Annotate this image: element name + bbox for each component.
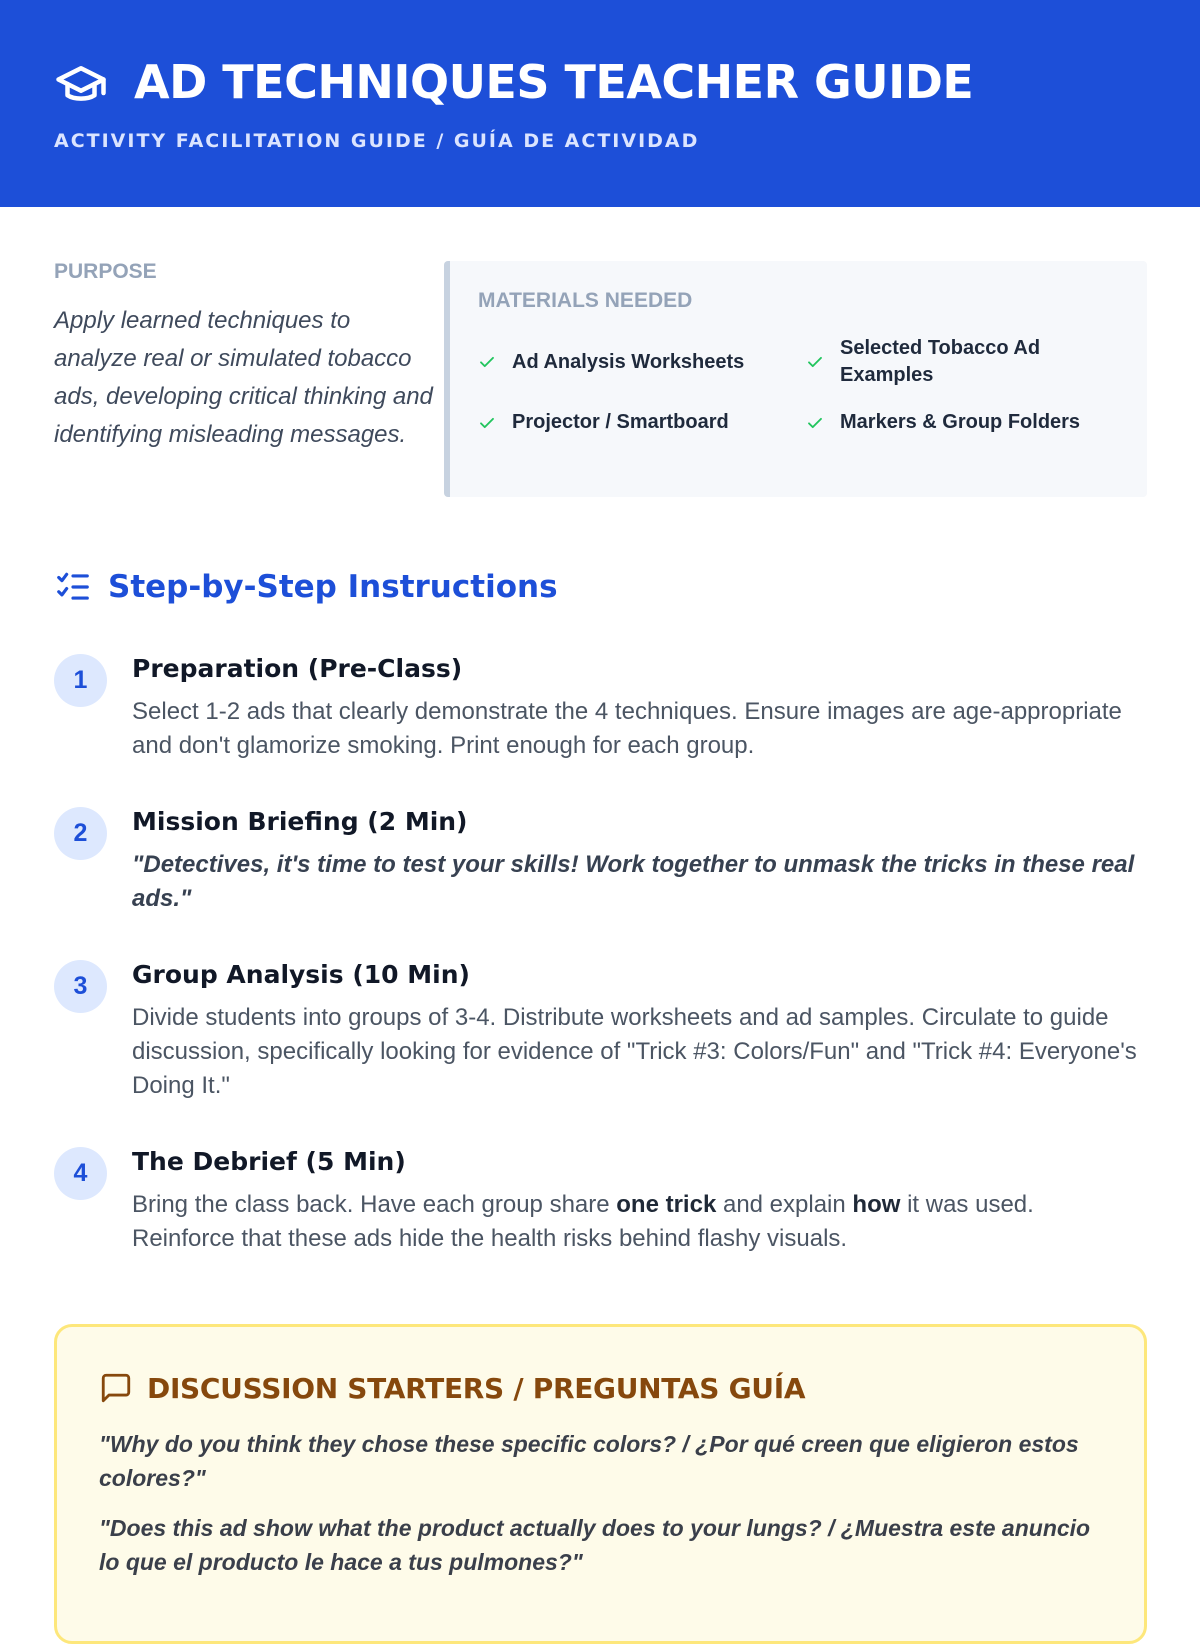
step-text: Divide students into groups of 3-4. Distribute worksheets and ad samples. Circulate to guide discussion, specifically looking for evidence of "Trick #3: Colors/Fun" and "Trick #4: Everyone's Doing It."	[132, 1004, 1137, 1099]
material-item	[806, 409, 1136, 436]
check-icon	[478, 353, 496, 371]
step-number-badge: 2	[54, 807, 107, 860]
materials-panel	[444, 261, 1147, 497]
step-item	[54, 805, 1146, 916]
graduation-cap-icon	[54, 57, 108, 111]
step-text: Select 1-2 ads that clearly demonstrate the 4 techniques. Ensure images are age-appropriate and don't glamorize smoking. Print enough for each group.	[132, 698, 1122, 759]
material-item	[806, 335, 1136, 389]
material-item	[478, 335, 806, 389]
material-item	[478, 409, 806, 436]
step-item	[54, 652, 1146, 763]
step-title: The Debrief (5 Min)	[132, 1147, 406, 1176]
step-number-badge: 4	[54, 1147, 107, 1200]
check-icon	[806, 353, 824, 371]
step-number-badge: 1	[54, 654, 107, 707]
materials-label: MATERIALS NEEDED	[478, 289, 693, 312]
step-body	[132, 805, 1142, 916]
checklist-icon	[54, 568, 92, 606]
material-text: Selected Tobacco Ad Examples	[840, 337, 1041, 386]
discussion-title: DISCUSSION STARTERS / PREGUNTAS GUÍA	[147, 1371, 806, 1405]
step-title: Preparation (Pre-Class)	[132, 654, 463, 683]
page-subtitle: ACTIVITY FACILITATION GUIDE / GUÍA DE ACTIVIDAD	[54, 130, 700, 152]
material-text: Projector / Smartboard	[512, 411, 729, 433]
step-title: Mission Briefing (2 Min)	[132, 807, 468, 836]
steps-heading	[54, 568, 558, 606]
step-text-part: and explain	[716, 1191, 853, 1218]
step-text	[132, 1188, 1142, 1256]
purpose-section	[54, 260, 436, 454]
discussion-question: "Why do you think they chose these specific colors? / ¿Por qué creen que eligieron estos colores?"	[99, 1431, 1079, 1491]
material-text: Ad Analysis Worksheets	[512, 350, 745, 373]
step-number-badge: 3	[54, 960, 107, 1013]
materials-list	[478, 335, 1119, 436]
step-body	[132, 958, 1142, 1103]
page-header	[0, 0, 1200, 207]
discussion-question: "Does this ad show what the product actually does to your lungs? / ¿Muestra este anuncio lo que el producto le hace a tus pulmones?"	[99, 1515, 1091, 1575]
material-text: Markers & Group Folders	[840, 411, 1081, 433]
purpose-text: Apply learned techniques to analyze real or simulated tobacco ads, developing critical thinking and identifying misleading messages.	[54, 307, 433, 448]
step-text-part: Bring the class back. Have each group share	[132, 1191, 617, 1218]
step-body	[132, 652, 1142, 763]
step-quote: "Detectives, it's time to test your skills! Work together to unmask the tricks in these real ads."	[132, 851, 1135, 912]
discussion-starters-box	[54, 1324, 1147, 1644]
step-item	[54, 958, 1146, 1103]
check-icon	[806, 414, 824, 432]
step-item	[54, 1145, 1146, 1256]
purpose-label: PURPOSE	[54, 260, 157, 283]
page-title: AD TECHNIQUES TEACHER GUIDE	[134, 55, 974, 109]
step-title: Group Analysis (10 Min)	[132, 960, 470, 989]
step-text-emphasis: how	[852, 1191, 901, 1218]
title-row	[54, 52, 1146, 112]
step-text-part: it was used. Reinforce that these ads hide the health risks behind flashy visuals.	[132, 1191, 1034, 1252]
check-icon	[478, 414, 496, 432]
step-body	[132, 1145, 1142, 1256]
chat-bubble-icon	[99, 1371, 133, 1405]
discussion-heading	[99, 1371, 1102, 1405]
steps-title: Step-by-Step Instructions	[108, 569, 558, 605]
step-text-emphasis: one trick	[616, 1191, 717, 1218]
